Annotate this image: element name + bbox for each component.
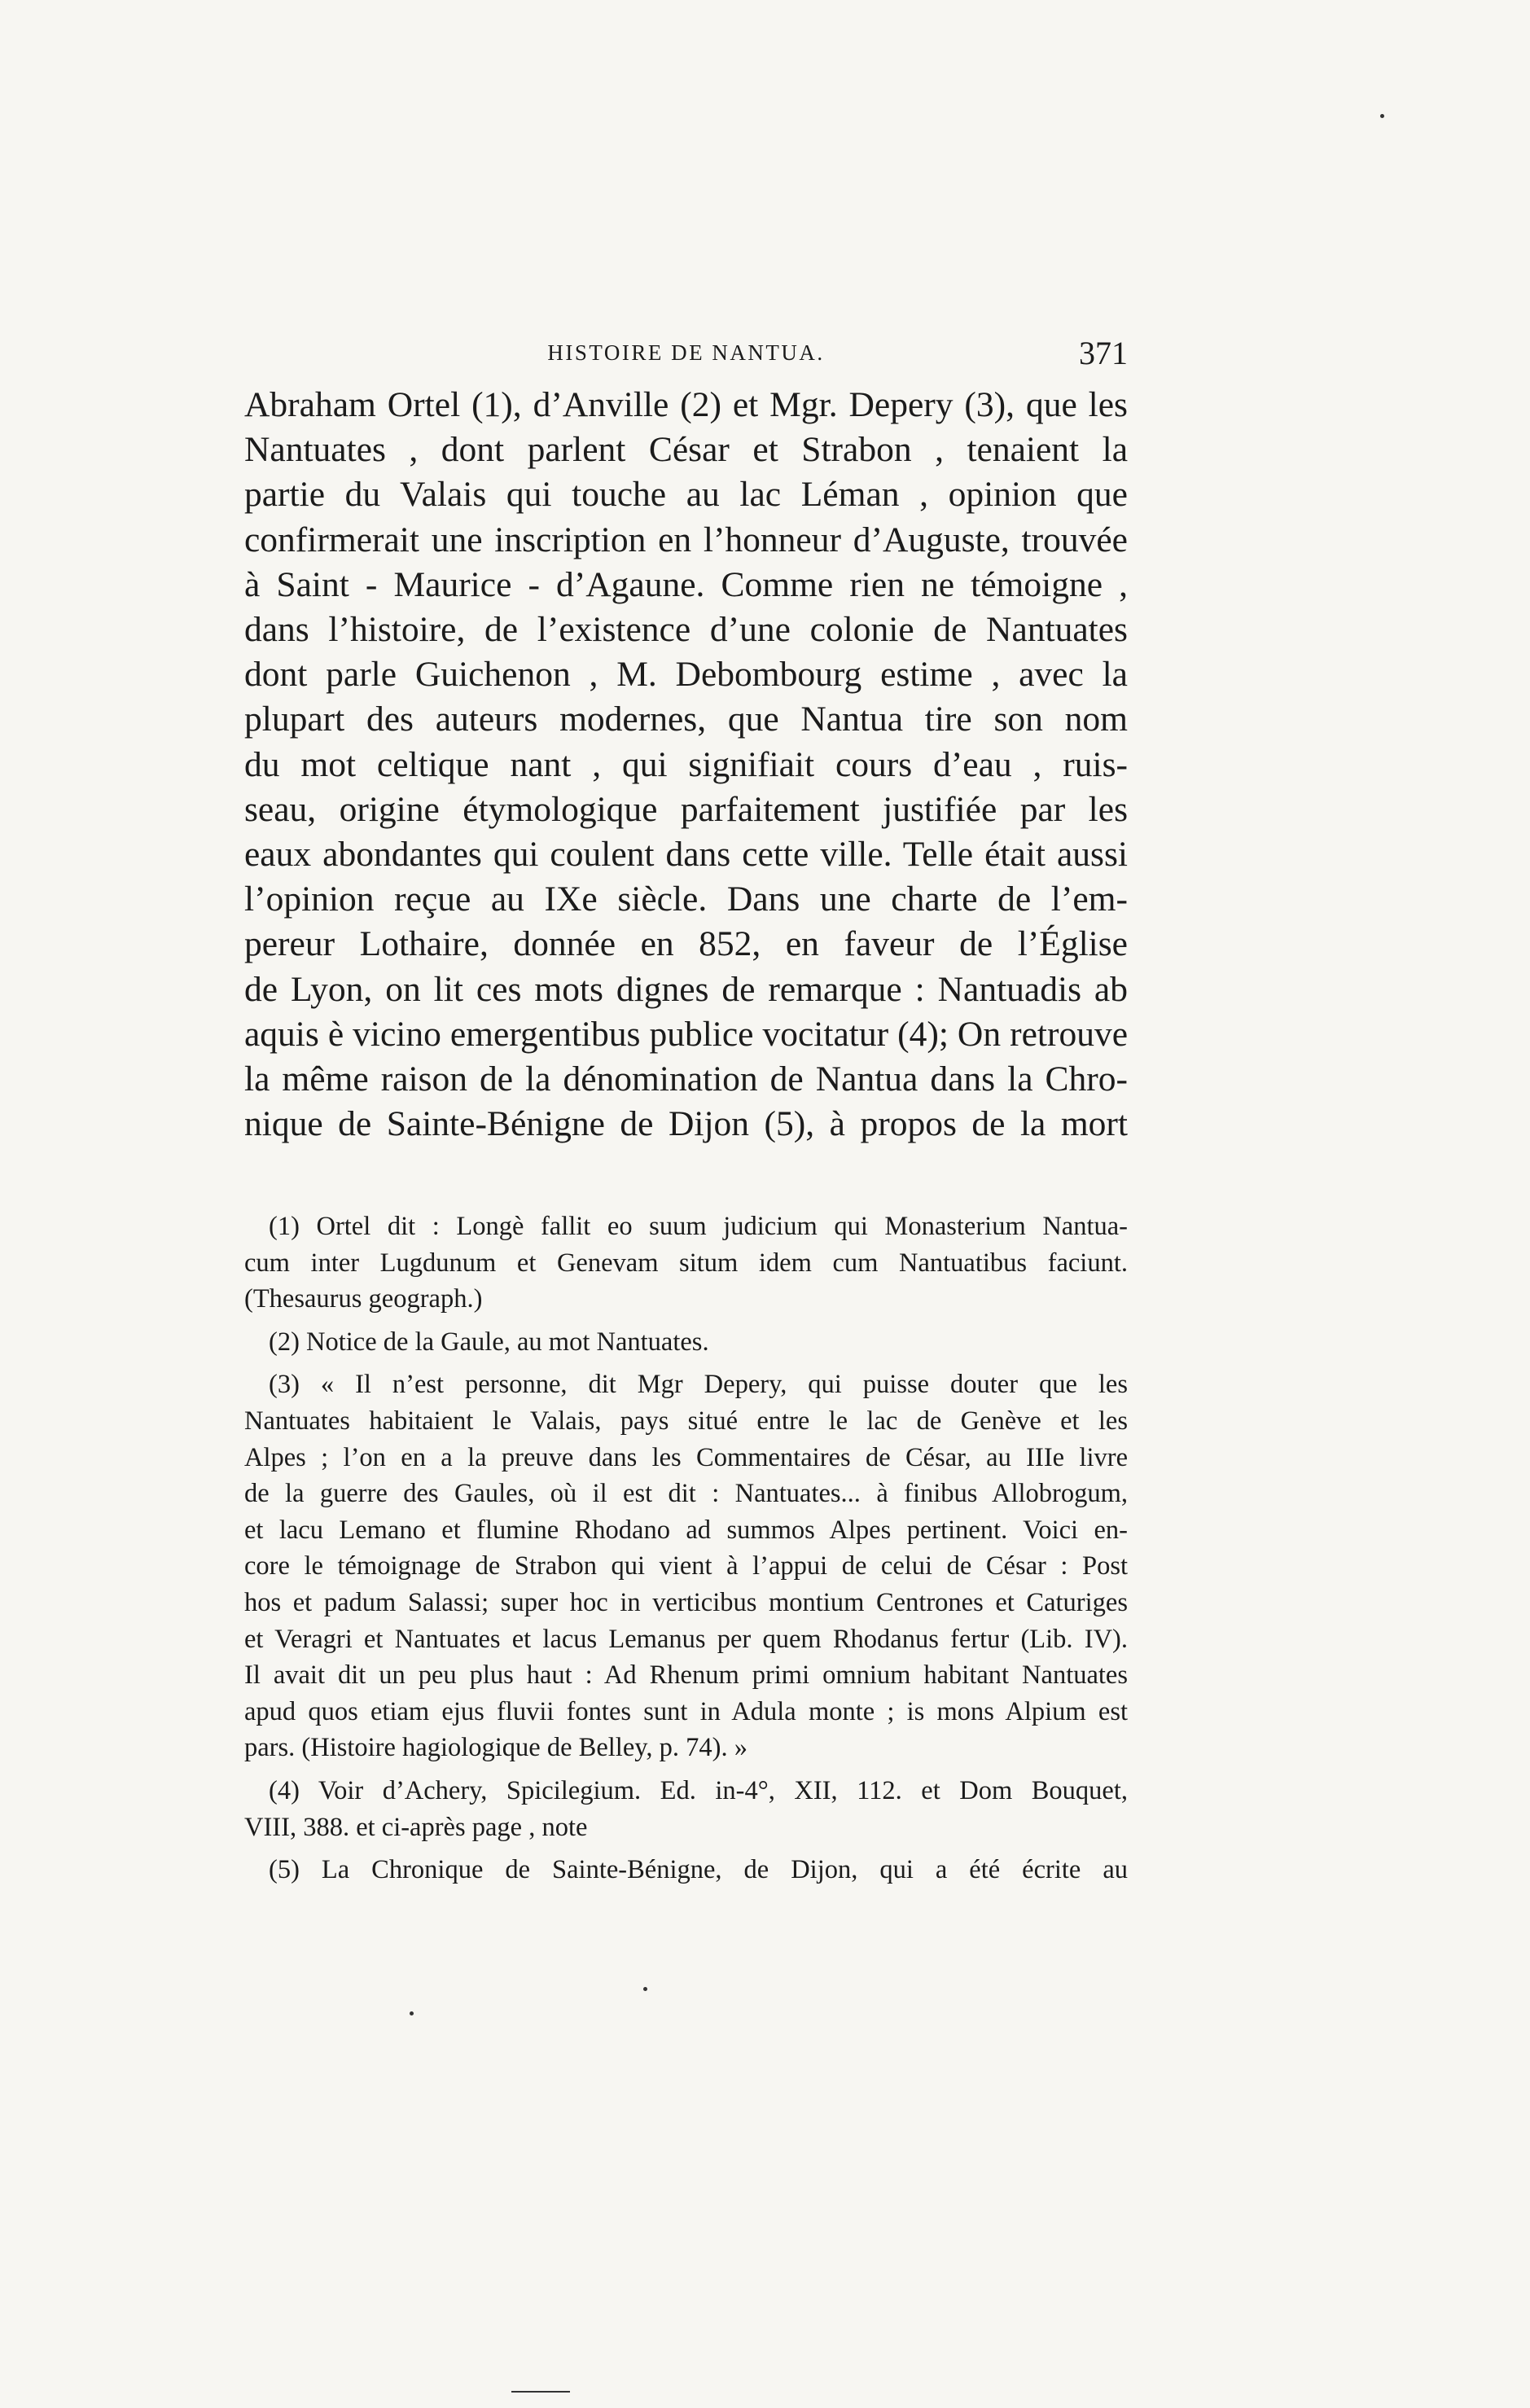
footnote-2 <box>244 1324 1128 1361</box>
body-line: Abraham Ortel (1), d’Anville (2) et Mgr. Depery (3), que les <box>244 385 1128 424</box>
footnote-line: VIII, 388. et ci-après page , note <box>244 1812 588 1842</box>
footnote-line: hos et padum Salassi; super hoc in verticibus montium Centrones et Caturiges <box>244 1587 1128 1617</box>
body-line: de Lyon, on lit ces mots dignes de remarque : Nantuadis ab <box>244 969 1128 1009</box>
running-title: HISTOIRE DE NANTUA. <box>547 340 825 365</box>
footnote-line: (Thesaurus geograph.) <box>244 1284 483 1314</box>
footnote-5 <box>244 1852 1128 1888</box>
body-line: confirmerait une inscription en l’honneur d’Auguste, trouvée <box>244 520 1128 559</box>
body-line: aquis è vicino emergentibus publice vocitatur (4); On retrouve <box>244 1014 1128 1054</box>
body-line: plupart des auteurs modernes, que Nantua tire son nom <box>244 700 1128 739</box>
body-line: seau, origine étymologique parfaitement justifiée par les <box>244 789 1128 829</box>
footnotes <box>244 1208 1128 1888</box>
footnote-4 <box>244 1773 1128 1845</box>
footnote-line: cum inter Lugdunum et Genevam situm idem cum Nantuatibus faciunt. <box>244 1248 1128 1278</box>
footnote-line: apud quos etiam ejus fluvii fontes sunt in Adula monte ; is mons Alpium est <box>244 1696 1128 1726</box>
footnote-line: (4) Voir d’Achery, Spicilegium. Ed. in-4°, XII, 112. et Dom Bouquet, <box>269 1775 1128 1805</box>
footnote-line: Nantuates habitaient le Valais, pays situé entre le lac de Genève et les <box>244 1406 1128 1436</box>
footnote-line: (1) Ortel dit : Longè fallit eo suum judicium qui Monasterium Nantua- <box>269 1212 1128 1241</box>
body-line: nique de Sainte-Bénigne de Dijon (5), à propos de la mort <box>244 1104 1128 1144</box>
footnote-line: pars. (Histoire hagiologique de Belley, p. 74). » <box>244 1733 747 1763</box>
footnote-line: (3) « Il n’est personne, dit Mgr Depery, qui puisse douter que les <box>269 1370 1128 1400</box>
page-header <box>244 335 1128 381</box>
body-line: dans l’histoire, de l’existence d’une colonie de Nantuates <box>244 610 1128 650</box>
footnote-line: Alpes ; l’on en a la preuve dans les Commentaires de César, au IIIe livre <box>244 1442 1128 1472</box>
body-line: du mot celtique nant , qui signifiait cours d’eau , ruis- <box>244 744 1128 784</box>
ink-speck <box>410 2011 414 2015</box>
page-number: 371 <box>1079 335 1128 371</box>
footnote-line: (5) La Chronique de Sainte-Bénigne, de Dijon, qui a été écrite au <box>269 1855 1128 1885</box>
body-text <box>244 383 1128 1147</box>
footnote-line: core le témoignage de Strabon qui vient à l’appui de celui de César : Post <box>244 1551 1128 1581</box>
body-line: à Saint - Maurice - d’Agaune. Comme rien ne témoigne , <box>244 564 1128 604</box>
body-line: dont parle Guichenon , M. Debombourg estime , avec la <box>244 655 1128 695</box>
body-line: l’opinion reçue au IXe siècle. Dans une charte de l’em- <box>244 879 1128 919</box>
footnote-line: Il avait dit un peu plus haut : Ad Rhenum primi omnium habitant Nantuates <box>244 1660 1128 1691</box>
footnote-line: et Veragri et Nantuates et lacus Lemanus per quem Rhodanus fertur (Lib. IV). <box>244 1624 1128 1654</box>
footnote-3 <box>244 1366 1128 1766</box>
footnote-line: (2) Notice de la Gaule, au mot Nantuates. <box>269 1327 709 1357</box>
footnote-line: et lacu Lemano et flumine Rhodano ad summos Alpes pertinent. Voici en- <box>244 1515 1128 1545</box>
footnote-1 <box>244 1208 1128 1318</box>
body-line: eaux abondantes qui coulent dans cette ville. Telle était aussi <box>244 835 1128 875</box>
body-line: pereur Lothaire, donnée en 852, en faveur de l’Église <box>244 924 1128 964</box>
body-line: partie du Valais qui touche au lac Léman , opinion que <box>244 475 1128 515</box>
body-line: Nantuates , dont parlent César et Strabon , tenaient la <box>244 430 1128 470</box>
body-line: la même raison de la dénomination de Nantua dans la Chro- <box>244 1059 1128 1099</box>
footnote-line: de la guerre des Gaules, où il est dit : Nantuates... à finibus Allobrogum, <box>244 1479 1128 1509</box>
ink-speck <box>643 1987 647 1991</box>
bottom-rule <box>511 2391 570 2393</box>
ink-speck <box>1380 114 1384 118</box>
